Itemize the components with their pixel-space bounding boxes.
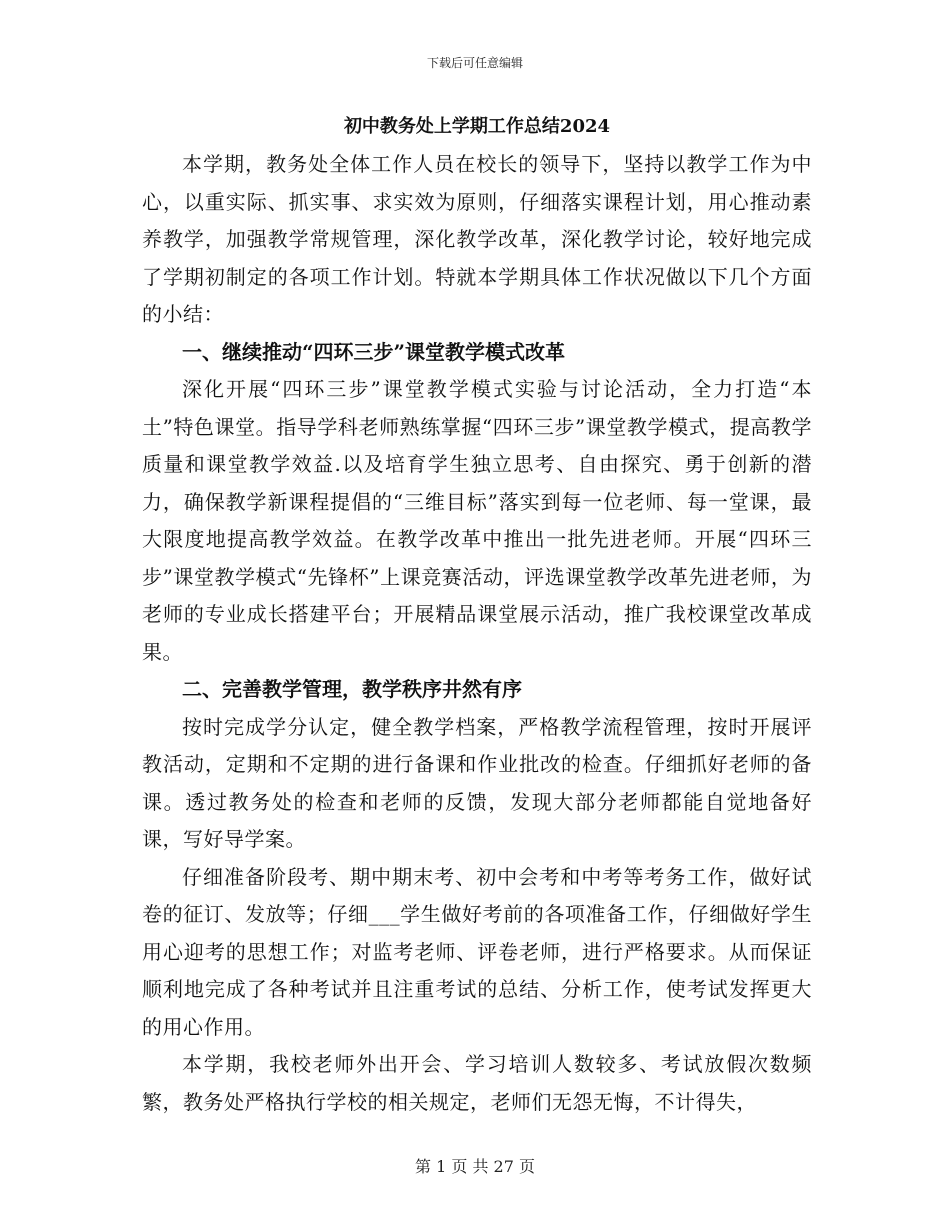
document-title: 初中教务处上学期工作总结2024	[343, 116, 611, 137]
section-heading-1: 一、继续推动“四环三步”课堂教学模式改革	[182, 339, 566, 364]
paragraph-section-2b: 仔细准备阶段考、期中期末考、初中会考和中考等考务工作，做好试卷的征订、发放等；仔细___学生做好考前的各项准备工作，仔细做好学生用心迎考的思想工作；对监考老师、评卷老师，进行严格要求。从而保证顺利地完成了各种考试并且注重考试的总结、分析工作，使考试发挥更大的用心作用。	[142, 864, 812, 1039]
paragraph-section-2a: 按时完成学分认定，健全教学档案，严格教学流程管理，按时开展评教活动，定期和不定期的进行备课和作业批改的检查。仔细抓好老师的备课。透过教务处的检查和老师的反馈，发现大部分老师都能自觉地备好课，写好导学案。	[142, 714, 812, 851]
paragraph-section-1: 深化开展“四环三步”课堂教学模式实验与讨论活动，全力打造“本土”特色课堂。指导学科老师熟练掌握“四环三步”课堂教学模式，提高教学质量和课堂教学效益.以及培育学生独立思考、自由探究、勇于创新的潜力，确保教学新课程提倡的“三维目标”落实到每一位老师、每一堂课，最大限度地提高教学效益。在教学改革中推出一批先进老师。开展“四环三步”课堂教学模式“先锋杯”上课竞赛活动，评选课堂教学改革先进老师，为老师的专业成长搭建平台；开展精品课堂展示活动，推广我校课堂改革成果。	[142, 377, 812, 664]
page-number-footer: 第 1 页 共 27 页	[415, 1157, 535, 1176]
page-header: 下载后可任意编辑	[426, 56, 523, 70]
section-heading-2: 二、完善教学管理，教学秩序井然有序	[182, 677, 522, 701]
paragraph-section-2c: 本学期，我校老师外出开会、学习培训人数较多、考试放假次数频繁，教务处严格执行学校的相关规定，老师们无怨无悔，不计得失，	[142, 1052, 812, 1114]
document-body	[142, 112, 812, 1121]
paragraph-intro: 本学期，教务处全体工作人员在校长的领导下，坚持以教学工作为中心，以重实际、抓实事、求实效为原则，仔细落实课程计划，用心推动素养教学，加强教学常规管理，深化教学改革，深化教学讨论，较好地完成了学期初制定的各项工作计划。特就本学期具体工作状况做以下几个方面的小结：	[142, 152, 812, 326]
